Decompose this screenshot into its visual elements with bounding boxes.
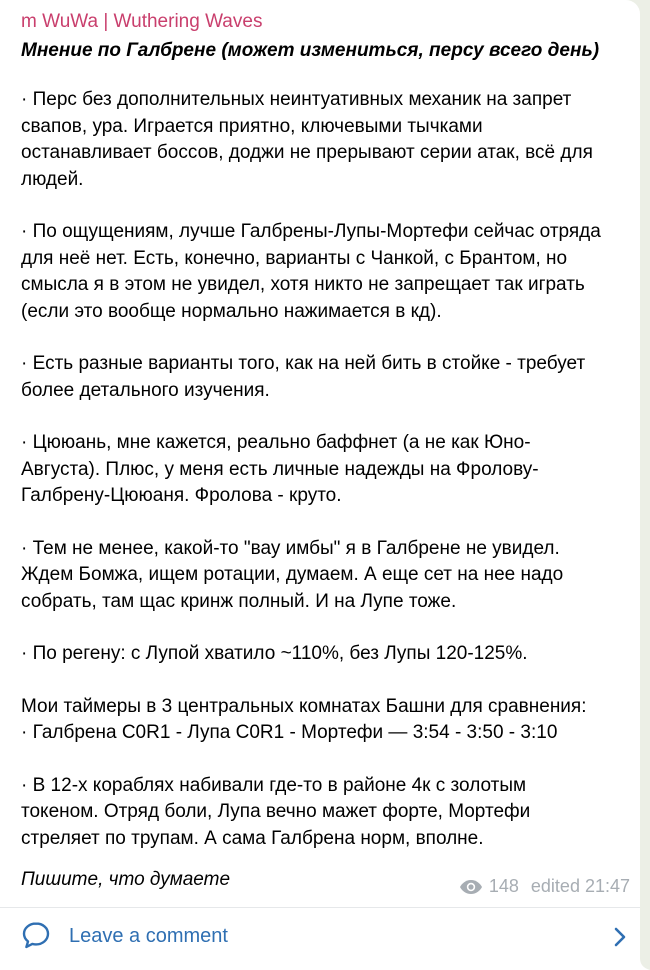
text-line: более детального изучения. (21, 379, 270, 401)
text-line: · По ощущениям, лучше Галбрены-Лупы-Мортефи сейчас отряда (21, 221, 601, 242)
post-paragraph (21, 641, 633, 668)
post-body (21, 87, 633, 878)
text-line: стреляет по трупам. А сама Галбрена норм, вполне. (21, 827, 484, 849)
text-line: · В 12-х кораблях набивали где-то в районе 4к с золотым (21, 774, 527, 796)
eye-icon (459, 879, 483, 895)
leave-comment-button[interactable] (0, 908, 640, 966)
post-paragraph (21, 87, 633, 193)
channel-name[interactable]: m WuWa | Wuthering Waves (21, 11, 263, 32)
chevron-right-icon[interactable] (612, 926, 628, 948)
edited-timestamp: edited 21:47 (530, 876, 630, 896)
post-paragraph (21, 694, 633, 747)
text-line: для неё нет. Есть, конечно, варианты с Чанкой, с Брантом, но (21, 247, 568, 269)
text-line: Августа). Плюс, у меня есть личные надежды на Фролову- (21, 458, 539, 480)
post-paragraph (21, 351, 633, 404)
text-line: свапов, ура. Играется приятно, ключевыми тычками (21, 115, 483, 137)
leave-comment-label[interactable]: Leave a comment (69, 925, 228, 947)
text-line: людей. (21, 168, 84, 190)
post-subtitle: Мнение по Галбрене (может измениться, персу всего день) (21, 40, 600, 61)
text-line: (если это вообще нормально нажимается в кд). (21, 300, 442, 322)
post-paragraph (21, 430, 633, 510)
view-count: 148 (488, 876, 519, 896)
text-line: · Есть разные варианты того, как на ней бить в стойке - требует (21, 353, 586, 374)
text-line: смысла я в этом не увидел, хотя никто не запрещает так играть (21, 274, 585, 295)
text-line: токеном. Отряд боли, Лупа вечно мажет форте, Мортефи (21, 801, 531, 822)
text-line: Мои таймеры в 3 центральных комнатах Башни для сравнения: (21, 695, 587, 717)
text-line: · Перс без дополнительных неинтуативных механик на запрет (21, 89, 572, 110)
post-paragraph (21, 219, 633, 325)
text-line: · Цююань, мне кажется, реально баффнет (а не как Юно- (21, 432, 531, 453)
text-line: останавливает боссов, доджи не прерывают серии атак, всё для (21, 142, 593, 163)
closing-text: Пишите, что думаете (21, 869, 231, 890)
post-paragraph (21, 536, 633, 616)
text-line: · Тем не менее, какой-то "вау имбы" я в Галбрене не увидел. (21, 537, 560, 559)
bubble-tail (640, 958, 650, 970)
text-line: · Галбрена C0R1 - Лупа C0R1 - Мортефи — 3:54 - 3:50 - 3:10 (21, 722, 558, 743)
post-meta (459, 876, 630, 897)
comment-bubble-icon (21, 920, 51, 950)
post-paragraph (21, 773, 633, 853)
text-line: Ждем Бомжа, ищем ротации, думаем. А еще сет на нее надо (21, 564, 564, 585)
text-line: Галбрену-Цююаня. Фролова - круто. (21, 485, 342, 506)
text-line: · По регену: с Лупой хватило ~110%, без Лупы 120-125%. (21, 643, 528, 664)
text-line: собрать, там щас кринж полный. И на Лупе тоже. (21, 590, 457, 612)
